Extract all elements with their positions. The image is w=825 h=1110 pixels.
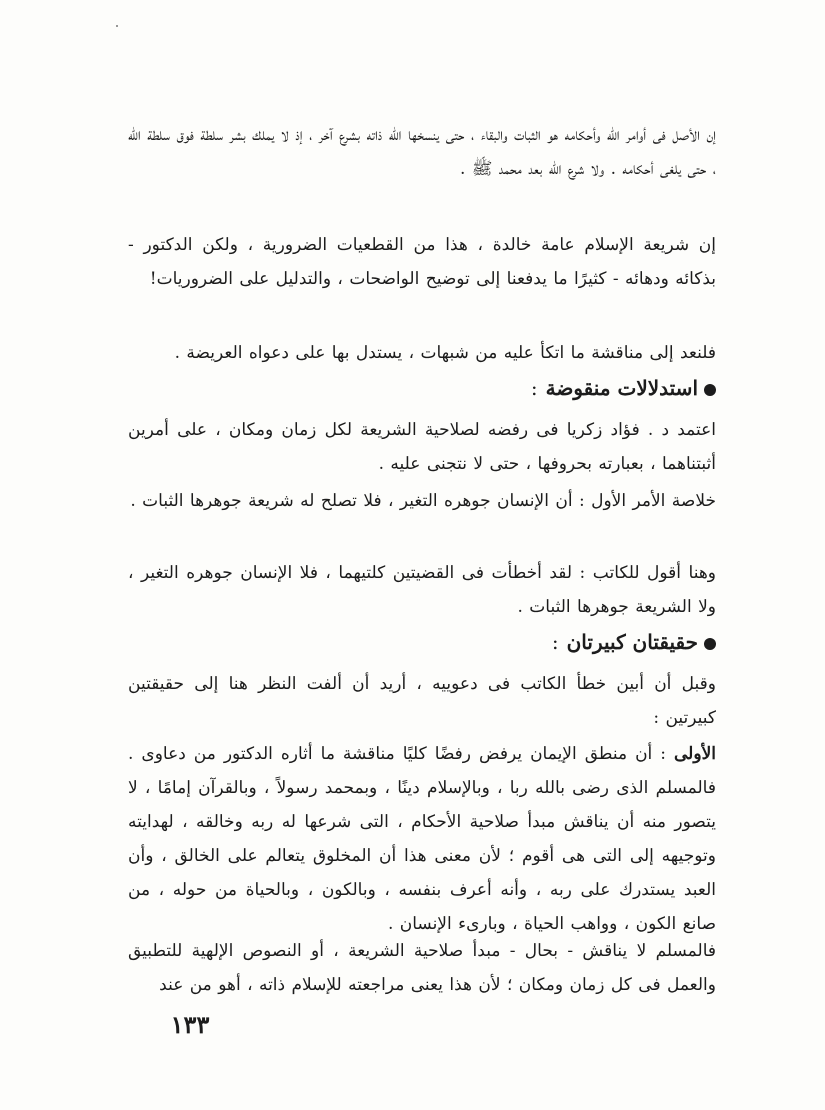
bullet-icon: [704, 384, 716, 396]
scan-speck: [116, 25, 118, 27]
paragraph-5: خلاصة الأمر الأول : أن الإنسان جوهره التغير ، فلا تصلح له شريعة جوهرها الثبات .: [130, 491, 716, 511]
lead-word: الأولى: [674, 744, 716, 764]
page-number: ١٣٣: [170, 1010, 210, 1039]
paragraph-8: [128, 737, 716, 941]
section-heading-2: [128, 625, 716, 659]
section-heading-1: [128, 371, 716, 405]
bullet-icon: [704, 638, 716, 650]
heading-colon: :: [530, 376, 538, 400]
paragraph-6: وهنا أقول للكاتب : لقد أخطأت فى القضيتين كلتيهما ، فلا الإنسان جوهره التغير ، ولا الشريعة جوهرها الثبات .: [128, 563, 716, 617]
paragraph-2: إن شريعة الإسلام عامة خالدة ، هذا من القطعيات الضرورية ، ولكن الدكتور - بذكائه ودهائه - كثيرًا ما يدفعنا إلى توضيح الواضحات ، والتدليل على الضروريات!: [128, 235, 716, 289]
heading-text: حقيقتان كبيرتان: [566, 630, 698, 654]
paragraph-9: فالمسلم لا يناقش - بحال - مبدأ صلاحية الشريعة ، أو النصوص الإلهية للتطبيق والعمل فى كل زمان ومكان ؛ لأن هذا يعنى مراجعته للإسلام ذاته ، أهو من عند: [128, 941, 716, 995]
paragraph-4: اعتمد د . فؤاد زكريا فى رفضه لصلاحية الشريعة لكل زمان ومكان ، على أمرين أثبتناهما ، بعبارته بحروفها ، حتى لا نتجنى عليه .: [128, 420, 716, 474]
paragraph-7: وقبل أن أبين خطأ الكاتب فى دعوييه ، أريد أن ألفت النظر هنا إلى حقيقتين كبيرتين :: [128, 674, 716, 728]
paragraph-8-body: : أن منطق الإيمان يرفض رفضًا كليًا مناقشة ما أثاره الدكتور من دعاوى . فالمسلم الذى رضى بالله ربا ، وبالإسلام دينًا ، وبمحمد رسولاً ، وبالقرآن إمامًا ، لا يتصور منه أن يناقش مبدأ صلاحية الأحكام ، التى شرعها له ربه وخالقه ، لهدايته وتوجيهه إلى التى هى أقوم ؛ لأن معنى هذا أن المخلوق يتعالم على الخالق ، وأن العبد يستدرك على ربه ، وأنه أعرف بنفسه ، وبالكون ، وبالحياة من حوله ، من صانع الكون ، وواهب الحياة ، وبارىء الإنسان .: [128, 744, 716, 934]
paragraph-3: فلنعد إلى مناقشة ما اتكأ عليه من شبهات ، يستدل بها على دعواه العريضة .: [174, 343, 716, 363]
heading-colon: :: [551, 630, 559, 654]
heading-text: استدلالات منقوضة: [545, 376, 698, 400]
paragraph-1: إن الأصل فى أوامر الله وأحكامه هو الثبات والبقاء ، حتى ينسخها الله ذاته بشرع آخر ، إذ لا يملك بشر سلطة فوق سلطة الله ، حتى يلغى أحكامه . ولا شرع الله بعد محمد ﷺ .: [128, 125, 716, 179]
